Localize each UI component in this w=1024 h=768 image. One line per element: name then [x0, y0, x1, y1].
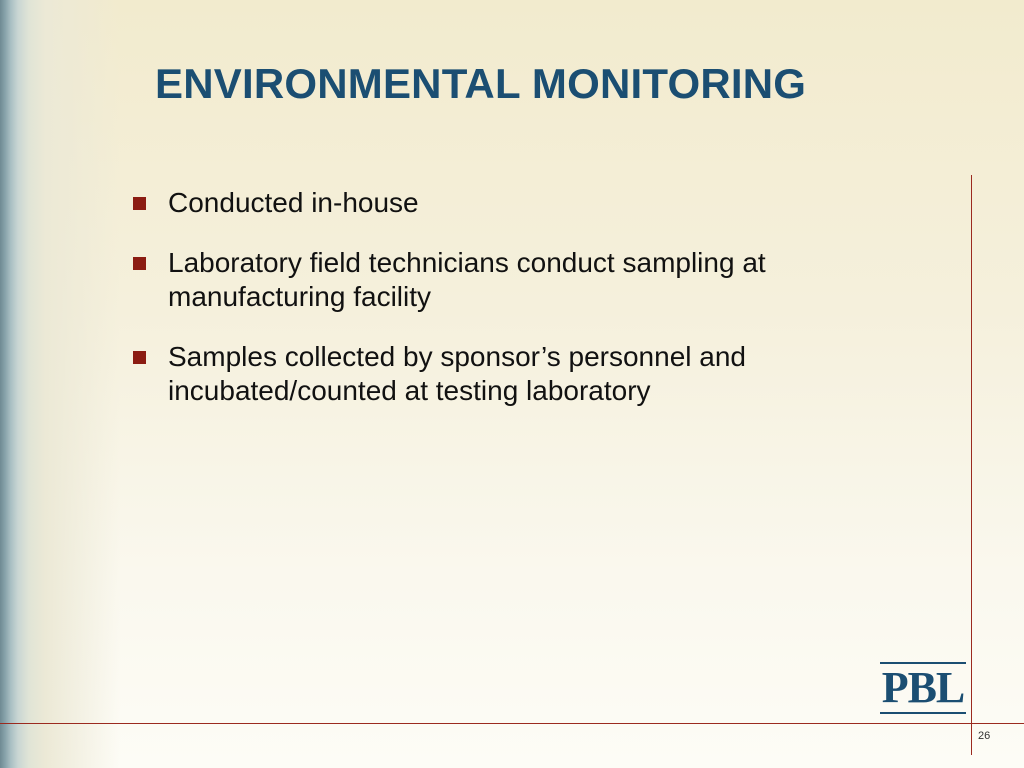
bullet-text: Conducted in-house [168, 187, 419, 218]
bullet-text: Laboratory field technicians conduct sampling at manufacturing facility [168, 247, 766, 312]
square-bullet-icon [133, 197, 146, 210]
left-gradient-band [0, 0, 120, 768]
slide-title: ENVIRONMENTAL MONITORING [155, 60, 807, 107]
bullet-list [130, 186, 865, 434]
bullet-text: Samples collected by sponsor’s personnel and incubated/counted at testing laboratory [168, 341, 746, 406]
horizontal-divider [0, 723, 1024, 724]
logo-bottom-rule [880, 712, 966, 714]
bullet-item [130, 246, 865, 314]
bullet-item [130, 340, 865, 408]
pbl-logo [880, 662, 966, 714]
square-bullet-icon [133, 351, 146, 364]
square-bullet-icon [133, 257, 146, 270]
page-number: 26 [978, 730, 991, 742]
vertical-divider [971, 175, 972, 755]
logo-text: PBL [881, 663, 965, 712]
bullet-item [130, 186, 865, 220]
